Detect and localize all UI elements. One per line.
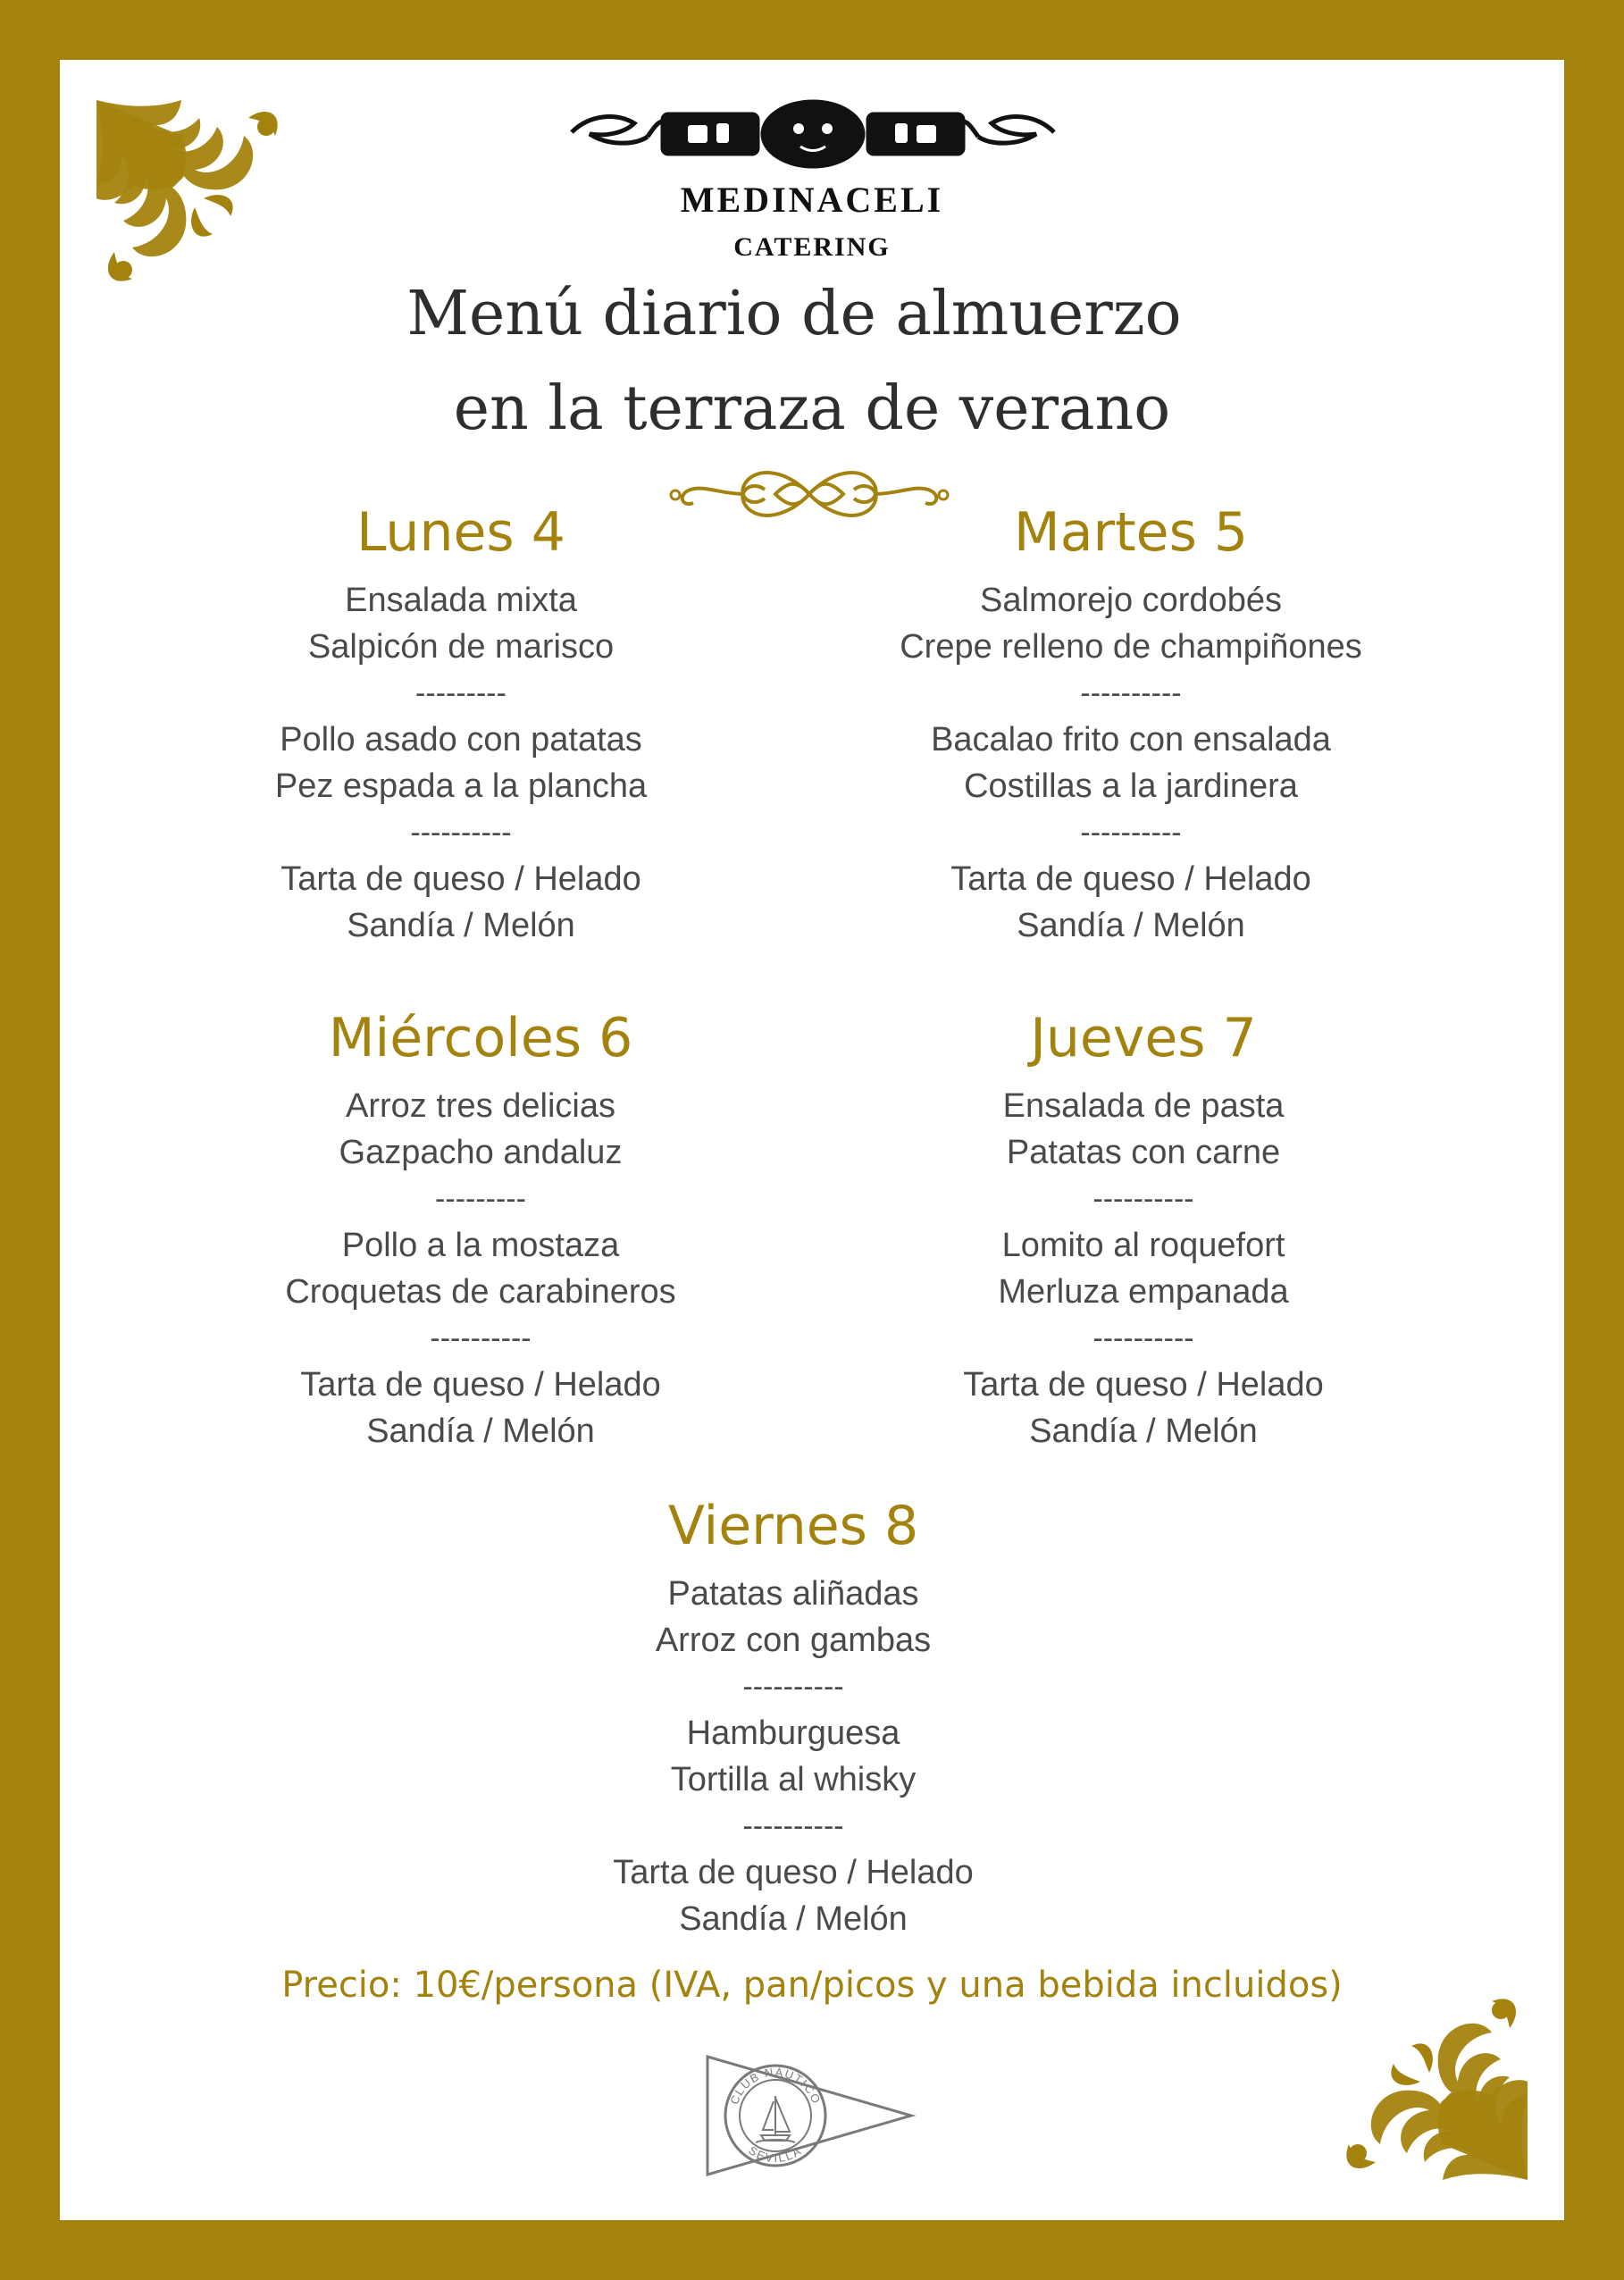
dish-item: Tarta de queso / Helado — [613, 1854, 974, 1891]
day-title: Martes 5 — [1013, 501, 1249, 564]
course-separator: --------- — [415, 676, 506, 710]
dish-item: Ensalada de pasta — [1002, 1087, 1285, 1125]
dish-item: Sandía / Melón — [366, 1412, 595, 1450]
day-title: Viernes 8 — [667, 1495, 919, 1557]
dish-item: Merluza empanada — [998, 1273, 1289, 1311]
page-title-line-1: Menú diario de almuerzo — [406, 279, 1182, 349]
day-menu-miercoles — [213, 1007, 749, 1454]
dish-item: Tarta de queso / Helado — [280, 860, 641, 898]
price-note: Precio: 10€/persona (IVA, pan/picos y una bebida incluidos) — [281, 1965, 1343, 2006]
dish-item: Pollo asado con patatas — [280, 721, 642, 759]
course-separator: ---------- — [410, 816, 512, 850]
dish-item: Gazpacho andaluz — [339, 1134, 623, 1171]
dish-item: Tarta de queso / Helado — [950, 860, 1311, 898]
dish-item: Patatas aliñadas — [667, 1575, 919, 1613]
course-separator: --------- — [435, 1182, 526, 1216]
dish-item: Croquetas de carabineros — [285, 1273, 676, 1311]
dish-item: Sandía / Melón — [1029, 1412, 1258, 1450]
day-menu-jueves — [875, 1007, 1411, 1454]
page-title-line-2: en la terraza de verano — [453, 373, 1171, 444]
day-title: Lunes 4 — [356, 501, 565, 564]
dish-item: Tarta de queso / Helado — [963, 1366, 1324, 1404]
dish-item: Bacalao frito con ensalada — [931, 721, 1331, 759]
course-separator: ---------- — [742, 1670, 844, 1704]
club-logo-top-text: CLUB NÁUTICO — [727, 2065, 824, 2107]
day-title: Jueves 7 — [1030, 1007, 1257, 1069]
dish-item: Patatas con carne — [1006, 1134, 1281, 1171]
dish-item: Sandía / Melón — [347, 907, 575, 944]
dish-item: Sandía / Melón — [1017, 907, 1245, 944]
day-menu-lunes — [193, 501, 729, 949]
course-separator: ---------- — [1092, 1321, 1194, 1355]
dish-item: Ensalada mixta — [345, 582, 577, 619]
dish-item: Salmorejo cordobés — [980, 582, 1282, 619]
club-nautico-logo-icon — [706, 2053, 917, 2178]
dish-item: Arroz con gambas — [655, 1622, 932, 1659]
brand-ornament-icon — [563, 96, 1063, 170]
club-logo-bottom-text: SEVILLA — [746, 2143, 805, 2166]
course-separator: ---------- — [1092, 1182, 1194, 1216]
dish-item: Lomito al roquefort — [1001, 1227, 1285, 1264]
day-menu-viernes — [525, 1495, 1061, 1942]
course-separator: ---------- — [742, 1809, 844, 1843]
day-menu-martes — [863, 501, 1399, 949]
dish-item: Sandía / Melón — [679, 1900, 908, 1938]
dish-item: Arroz tres delicias — [346, 1087, 615, 1125]
course-separator: ---------- — [1080, 816, 1182, 850]
dish-item: Pez espada a la plancha — [274, 767, 648, 805]
dish-item: Hamburguesa — [686, 1714, 900, 1752]
dish-item: Costillas a la jardinera — [964, 767, 1298, 805]
course-separator: ---------- — [1080, 676, 1182, 710]
dish-item: Pollo a la mostaza — [341, 1227, 620, 1264]
corner-flourish-icon — [1335, 1992, 1528, 2180]
dish-item: Tortilla al whisky — [670, 1761, 917, 1798]
day-title: Miércoles 6 — [328, 1007, 633, 1069]
dish-item: Tarta de queso / Helado — [300, 1366, 661, 1404]
dish-item: Crepe relleno de champiñones — [900, 628, 1362, 666]
dish-item: Salpicón de marisco — [307, 628, 615, 666]
course-separator: ---------- — [430, 1321, 532, 1355]
brand-subtitle: CATERING — [733, 232, 891, 262]
brand-name: MEDINACELI — [680, 180, 944, 220]
